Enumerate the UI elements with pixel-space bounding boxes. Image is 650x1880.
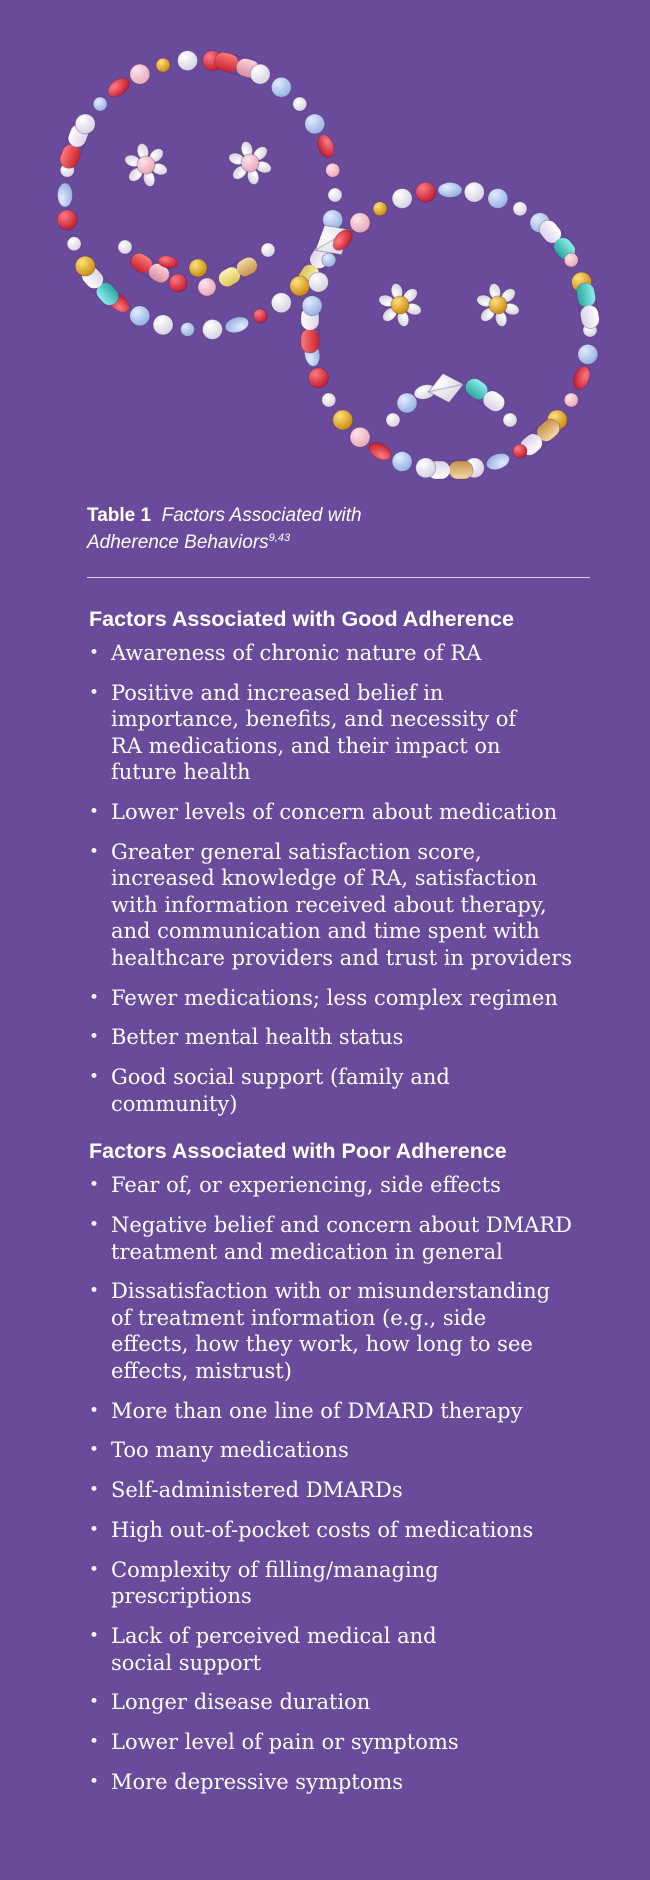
item-text-line: Greater general satisfaction score, <box>111 839 482 864</box>
poor-adherence-list <box>89 1172 609 1795</box>
poor-adherence-item <box>89 1689 609 1716</box>
item-text-line: Dissatisfaction with or misunderstanding <box>111 1279 551 1304</box>
item-text-line: Complexity of filling/managing <box>111 1557 439 1582</box>
bullet-icon: • <box>89 1281 100 1302</box>
bullet-icon: • <box>89 1772 100 1793</box>
factors-table <box>89 604 609 1809</box>
item-text-line: of treatment information (e.g., side <box>111 1305 487 1330</box>
poor-adherence-item <box>89 1557 609 1610</box>
bullet-icon: • <box>89 1732 100 1753</box>
bullet-icon: • <box>89 1559 100 1580</box>
poor-adherence-item <box>89 1517 609 1544</box>
poor-adherence-item <box>89 1212 609 1265</box>
bullet-icon: • <box>89 1440 100 1461</box>
table-caption <box>87 502 507 556</box>
poor-adherence-item <box>89 1437 609 1464</box>
good-adherence-item <box>89 640 609 667</box>
good-adherence-item <box>89 1064 609 1117</box>
poor-adherence-item <box>89 1398 609 1425</box>
item-text-line: Fewer medications; less complex regimen <box>111 985 558 1010</box>
citation-superscript: 9,43 <box>268 532 291 544</box>
poor-adherence-heading: Factors Associated with Poor Adherence <box>89 1139 507 1164</box>
table-title-line2: Adherence Behaviors <box>87 532 269 553</box>
item-text-line: More than one line of DMARD therapy <box>111 1398 523 1423</box>
item-text-line: future health <box>111 760 251 785</box>
bullet-icon: • <box>89 1520 100 1541</box>
item-text-line: Positive and increased belief in <box>111 680 444 705</box>
item-text-line: effects, mistrust) <box>111 1358 292 1383</box>
item-text-line: Lower level of pain or symptoms <box>111 1730 459 1755</box>
item-text-line: social support <box>111 1650 262 1675</box>
good-adherence-item <box>89 1024 609 1051</box>
bullet-icon: • <box>89 1175 100 1196</box>
bullet-icon: • <box>89 1480 100 1501</box>
table-label: Table 1 <box>87 505 152 526</box>
bullet-icon: • <box>89 1027 100 1048</box>
good-adherence-heading: Factors Associated with Good Adherence <box>89 607 514 631</box>
caption-divider <box>87 577 590 578</box>
poor-adherence-item <box>89 1477 609 1504</box>
poor-adherence-item <box>89 1278 609 1384</box>
bullet-icon: • <box>89 1626 100 1647</box>
poor-adherence-item <box>89 1172 609 1199</box>
item-text-line: Negative belief and concern about DMARD <box>111 1213 572 1238</box>
item-text-line: increased knowledge of RA, satisfaction <box>111 866 538 891</box>
item-text-line: effects, how they work, how long to see <box>111 1332 533 1357</box>
good-adherence-item <box>89 680 609 786</box>
pill-faces-illustration <box>0 0 650 495</box>
item-text-line: treatment and medication in general <box>111 1239 503 1264</box>
bullet-icon: • <box>89 841 100 862</box>
bullet-icon: • <box>89 1215 100 1236</box>
good-adherence-item <box>89 985 609 1012</box>
item-text-line: Fear of, or experiencing, side effects <box>111 1173 501 1198</box>
item-text-line: RA medications, and their impact on <box>111 733 501 758</box>
poor-adherence-item <box>89 1623 609 1676</box>
good-adherence-list <box>89 640 609 1117</box>
bullet-icon: • <box>89 987 100 1008</box>
poor-adherence-item <box>89 1729 609 1756</box>
item-text-line: Good social support (family and <box>111 1065 450 1090</box>
table-title-line1: Factors Associated with <box>161 505 362 526</box>
item-text-line: and communication and time spent with <box>111 919 540 944</box>
bullet-icon: • <box>89 1067 100 1088</box>
item-text-line: Better mental health status <box>111 1025 404 1050</box>
item-text-line: prescriptions <box>111 1584 252 1609</box>
item-text-line: Awareness of chronic nature of RA <box>111 641 482 665</box>
good-adherence-item <box>89 839 609 972</box>
item-text-line: High out-of-pocket costs of medications <box>111 1518 534 1543</box>
item-text-line: Longer disease duration <box>111 1690 371 1715</box>
bullet-icon: • <box>89 682 100 703</box>
item-text-line: healthcare providers and trust in providers <box>111 945 573 970</box>
item-text-line: Lack of perceived medical and <box>111 1624 437 1649</box>
item-text-line: Too many medications <box>111 1438 349 1463</box>
good-adherence-item <box>89 799 609 826</box>
bullet-icon: • <box>89 1692 100 1713</box>
item-text-line: More depressive symptoms <box>111 1770 404 1795</box>
item-text-line: community) <box>111 1091 238 1116</box>
poor-adherence-item <box>89 1769 609 1796</box>
item-text-line: Lower levels of concern about medication <box>111 800 558 825</box>
bullet-icon: • <box>89 802 100 823</box>
item-text-line: Self-administered DMARDs <box>111 1478 403 1503</box>
sad-face-pills-icon <box>301 182 601 479</box>
bullet-icon: • <box>89 643 100 663</box>
item-text-line: importance, benefits, and necessity of <box>111 707 517 732</box>
item-text-line: with information received about therapy, <box>111 892 547 917</box>
bullet-icon: • <box>89 1400 100 1421</box>
